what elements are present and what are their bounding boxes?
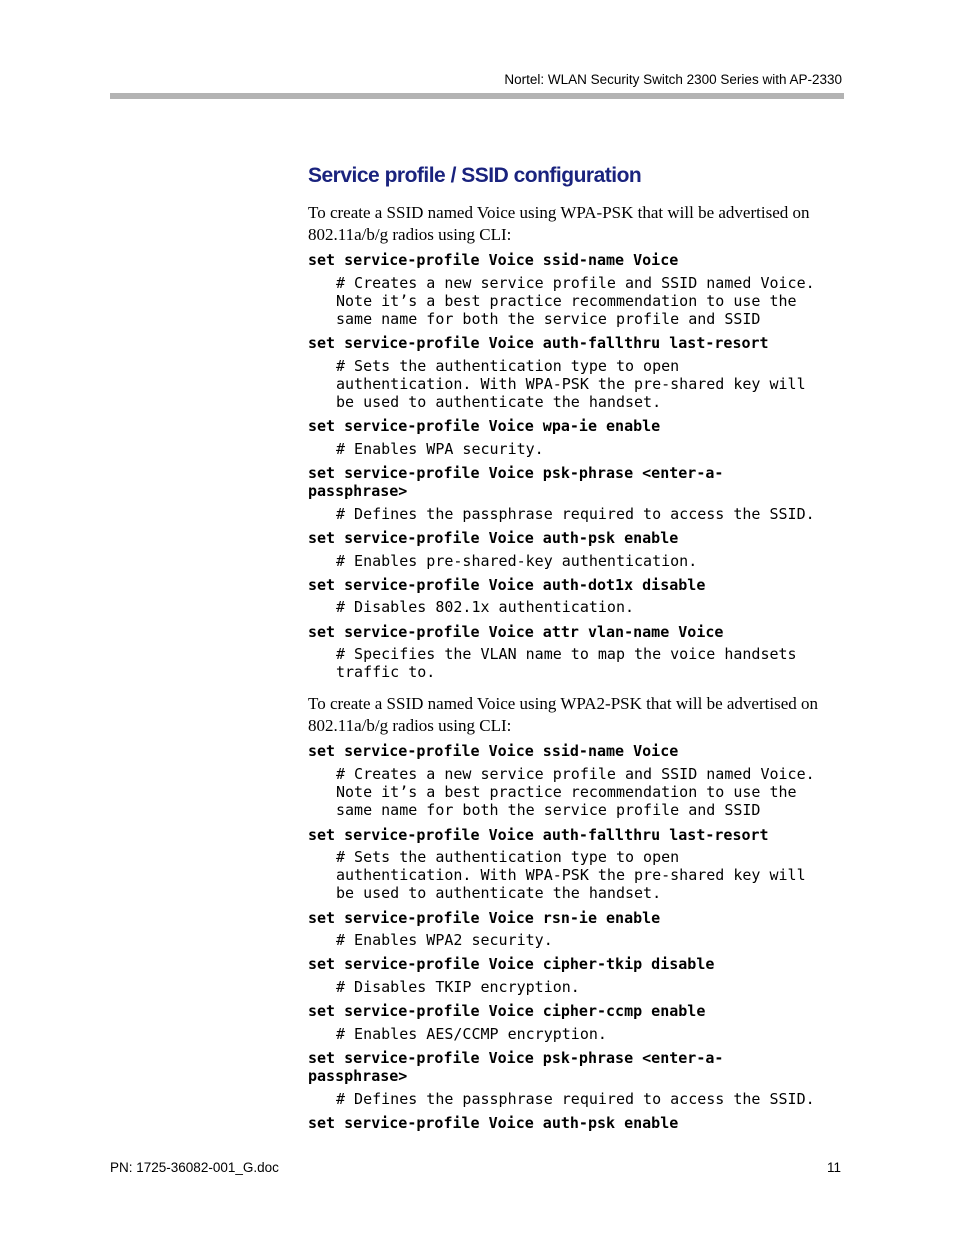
- footer-doc-id: PN: 1725-36082-001_G.doc: [110, 1160, 279, 1175]
- cli-command: set service-profile Voice cipher-tkip disable: [308, 955, 715, 974]
- cli-command: set service-profile Voice psk-phrase <enter-a- passphrase>: [308, 463, 724, 501]
- command-comment: # Enables pre-shared-key authentication.: [336, 551, 698, 570]
- page-number: 11: [826, 1160, 841, 1175]
- sections-container: [308, 202, 848, 1134]
- cli-command: set service-profile Voice auth-psk enable: [308, 1113, 679, 1132]
- cli-command: set service-profile Voice cipher-ccmp enable: [308, 1002, 706, 1021]
- section-gap: [308, 685, 848, 693]
- command-comment: # Sets the authentication type to open authentication. With WPA-PSK the pre-shared key will be used to authenticate the handset.: [336, 356, 806, 412]
- running-header: Nortel: WLAN Security Switch 2300 Series with AP-2330: [504, 72, 842, 87]
- intro-paragraph: To create a SSID named Voice using WPA2-PSK that will be advertised on 802.11a/b/g radios using CLI:: [308, 694, 818, 735]
- command-comment: # Enables WPA security.: [336, 439, 544, 458]
- command-comment: # Creates a new service profile and SSID named Voice. Note it’s a best practice recommendation to use the same name for both the service profile and SSID: [336, 764, 815, 820]
- command-comment: # Disables 802.1x authentication.: [336, 598, 635, 617]
- cli-command: set service-profile Voice auth-fallthru last-resort: [308, 825, 769, 844]
- cli-command: set service-profile Voice wpa-ie enable: [308, 417, 661, 436]
- section-heading: Service profile / SSID configuration: [308, 164, 642, 187]
- cli-command: set service-profile Voice psk-phrase <enter-a- passphrase>: [308, 1048, 724, 1086]
- intro-paragraph: To create a SSID named Voice using WPA-PSK that will be advertised on 802.11a/b/g radios using CLI:: [308, 203, 810, 244]
- cli-command: set service-profile Voice auth-dot1x disable: [308, 575, 706, 594]
- command-comment: # Enables AES/CCMP encryption.: [336, 1024, 607, 1043]
- main-content: [308, 160, 848, 1134]
- command-comment: # Specifies the VLAN name to map the voice handsets traffic to.: [336, 645, 797, 682]
- cli-command: set service-profile Voice ssid-name Voice: [308, 251, 679, 269]
- command-comment: # Creates a new service profile and SSID named Voice. Note it’s a best practice recommendation to use the same name for both the service profile and SSID: [336, 273, 815, 328]
- header-rule: [110, 93, 844, 99]
- cli-command: set service-profile Voice auth-psk enable: [308, 529, 679, 548]
- cli-command: set service-profile Voice rsn-ie enable: [308, 908, 661, 927]
- cli-command: set service-profile Voice ssid-name Voice: [308, 742, 679, 761]
- command-comment: # Enables WPA2 security.: [336, 931, 553, 950]
- command-comment: # Sets the authentication type to open authentication. With WPA-PSK the pre-shared key will be used to authenticate the handset.: [336, 848, 806, 903]
- command-comment: # Defines the passphrase required to access the SSID.: [336, 504, 815, 523]
- command-comment: # Disables TKIP encryption.: [336, 977, 580, 996]
- cli-command: set service-profile Voice auth-fallthru last-resort: [308, 334, 769, 353]
- command-comment: # Defines the passphrase required to access the SSID.: [336, 1089, 815, 1108]
- cli-command: set service-profile Voice attr vlan-name Voice: [308, 622, 724, 641]
